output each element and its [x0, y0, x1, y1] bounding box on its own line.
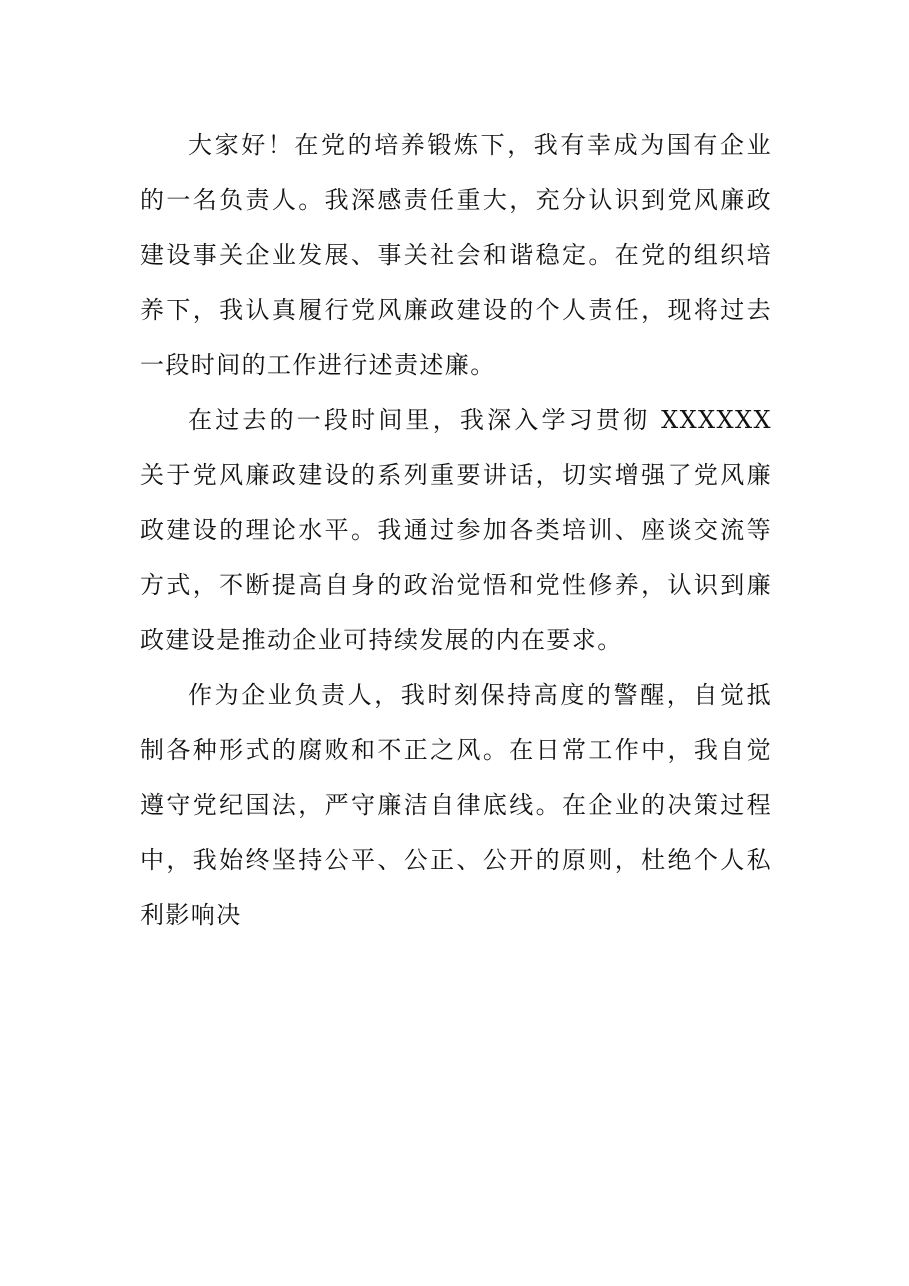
document-body [140, 118, 772, 943]
paragraph-intro: 大家好！在党的培养锻炼下，我有幸成为国有企业的一名负责人。我深感责任重大，充分认识到党风廉政建设事关企业发展、事关社会和谐稳定。在党的组织培养下，我认真履行党风廉政建设的个人责任，现将过去一段时间的工作进行述责述廉。 [140, 131, 772, 379]
paragraph-integrity: 作为企业负责人，我时刻保持高度的警醒，自觉抵制各种形式的腐败和不正之风。在日常工作中，我自觉遵守党纪国法，严守廉洁自律底线。在企业的决策过程中，我始终坚持公平、公正、公开的原则，杜绝个人私利影响决 [140, 681, 772, 929]
paragraph-study: 在过去的一段时间里，我深入学习贯彻 XXXXXX 关于党风廉政建设的系列重要讲话，切实增强了党风廉政建设的理论水平。我通过参加各类培训、座谈交流等方式，不断提高自身的政治觉悟和党性修养，认识到廉政建设是推动企业可持续发展的内在要求。 [140, 406, 772, 654]
